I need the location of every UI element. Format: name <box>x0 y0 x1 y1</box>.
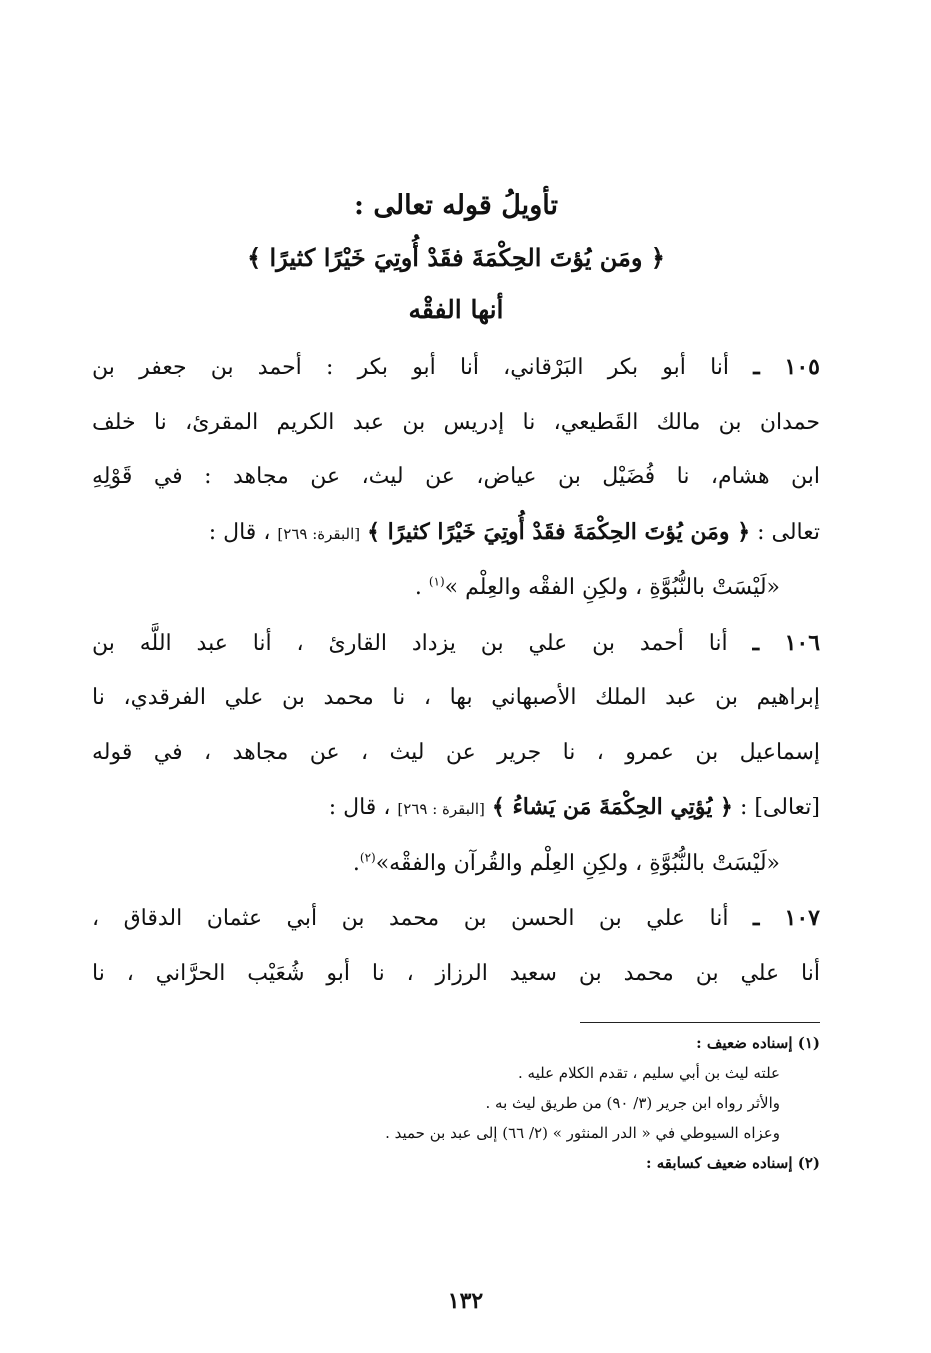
narration-text: [تعالى] : <box>739 795 820 820</box>
verse-reference: [البقرة : ٢٦٩] <box>397 800 485 818</box>
narration-105 <box>92 340 820 616</box>
chapter-verse: ﴿ ومَن يُؤتَ الحِكْمَةَ فقَدْ أُوتِيَ خَيْرًا كثيرًا ﴾ <box>247 243 665 272</box>
quote-text: «لَيْسَتْ بالنُّبُوَّةِ ، ولكِنِ الفقْه والعِلْم » <box>444 575 780 600</box>
narration-line <box>92 505 820 562</box>
quote-text: «لَيْسَتْ بالنُّبُوَّةِ ، ولكِنِ العِلْم والقُرآن والفقْه» <box>375 850 780 876</box>
footnote-1-line: والأثر رواه ابن جرير (٣/ ٩٠) من طريق ليث به . <box>485 1094 780 1112</box>
verse-reference: [البقرة: ٢٦٩] <box>277 524 361 543</box>
narration-line <box>92 616 820 672</box>
narration-text: تعالى : <box>757 519 820 545</box>
footnote-1-line: علته ليث بن أبي سليم ، تقدم الكلام عليه . <box>518 1064 780 1082</box>
narration-quote <box>92 561 820 616</box>
narration-line: حمدان بن مالك القَطيعي، نا إدريس بن عبد الكريم المقرئ، نا خلف <box>92 409 820 435</box>
narration-line: أنا علي بن محمد بن سعيد الرزاز ، نا أبو شُعَيْب الحرَّاني ، نا <box>92 960 820 986</box>
quote-end: . <box>414 575 422 600</box>
narration-number: ١٠٦ ـ <box>752 629 820 656</box>
page-number: ١٣٢ <box>447 1288 484 1314</box>
footnote-mark[interactable]: (٢) <box>359 850 376 865</box>
narration-106 <box>92 616 820 892</box>
narration-line <box>92 780 820 837</box>
narration-number: ١٠٧ ـ <box>752 905 820 931</box>
narration-quote <box>92 837 820 892</box>
narration-text: ، قال : <box>328 795 391 820</box>
footnote-mark[interactable]: (١) <box>428 574 445 589</box>
footnote-1-head: (١) إسناده ضعيف : <box>696 1034 820 1052</box>
narration-line <box>92 891 820 947</box>
narration-line: ابن هشام، نا فُضَيْل بن عياض، عن ليث، عن مجاهد : في قَوْلِهِ <box>92 464 820 489</box>
footnotes <box>92 1028 820 1178</box>
narration-text: أنا علي بن الحسن بن محمد بن أبي عثمان الدقاق ، <box>92 906 729 931</box>
narration-line: إبراهيم بن عبد الملك الأصبهاني بها ، نا محمد بن علي الفرقدي، نا <box>92 685 820 710</box>
narration-number: ١٠٥ ـ <box>753 354 820 380</box>
narration-text: أنا أبو بكر البَرْقاني، أنا أبو بكر : أحمد بن جعفر بن <box>92 355 730 380</box>
page-body <box>92 180 820 1001</box>
footnote-2-head: (٢) إسناده ضعيف كسابقه : <box>646 1154 820 1172</box>
quote-end: . <box>352 850 360 876</box>
quran-verse: ﴿ يُؤتِي الحِكْمَةَ مَن يَشاءُ ﴾ <box>491 794 733 820</box>
footnote-divider <box>580 1022 820 1023</box>
narration-line: إسماعيل بن عمرو ، نا جرير عن ليث ، عن مجاهد ، في قوله <box>92 739 820 765</box>
chapter-subtitle: أنها الفقْه <box>408 295 504 324</box>
narration-text: أنا أحمد بن علي بن يزداد القارئ ، أنا عبد اللَّه بن <box>92 630 728 656</box>
narration-line <box>92 340 820 396</box>
narration-107 <box>92 891 820 1001</box>
footnote-1-line: وعزاه السيوطي في « الدر المنثور » (٢/ ٦٦) إلى عبد بن حميد . <box>385 1124 780 1142</box>
chapter-title: تأويلُ قوله تعالى : <box>354 190 558 221</box>
quran-verse: ﴿ ومَن يُؤتَ الحِكْمَةَ فقَدْ أُوتِيَ خَيْرًا كثيرًا ﴾ <box>367 518 751 545</box>
narration-text: ، قال : <box>208 519 271 545</box>
